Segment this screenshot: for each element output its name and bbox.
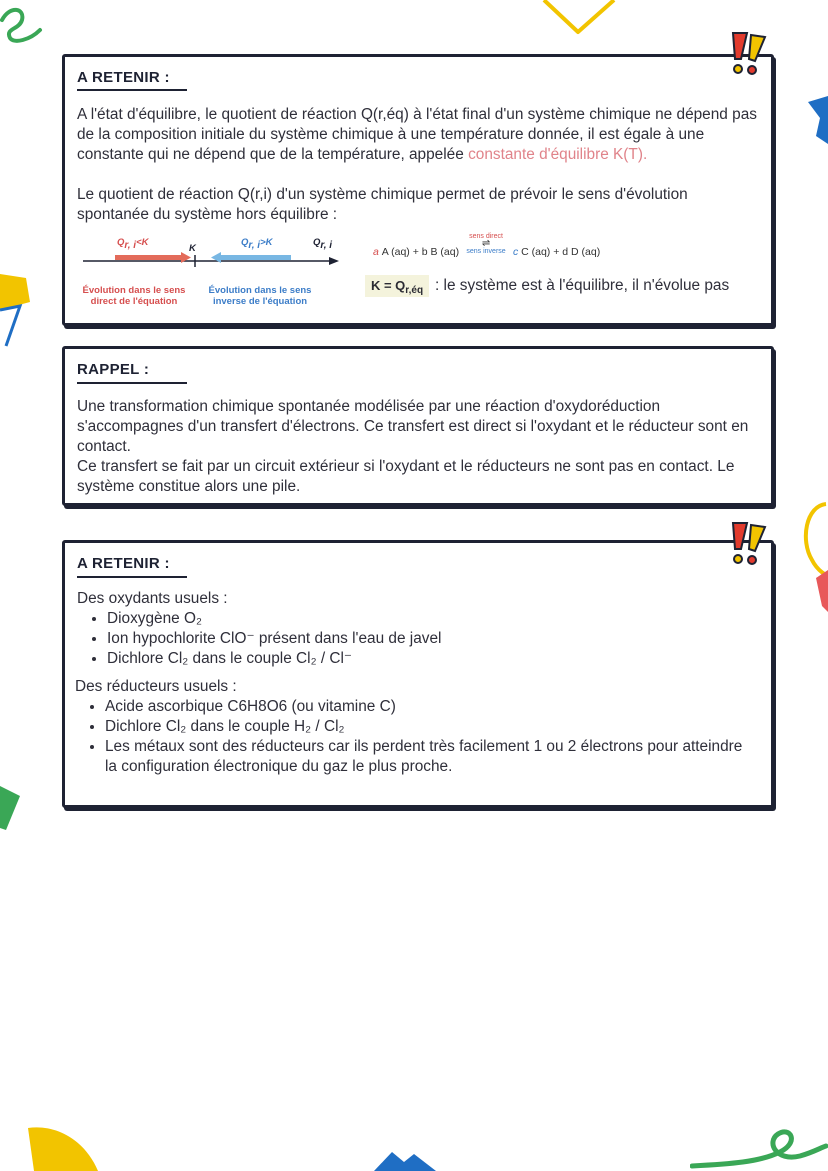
oxidants-heading: Des oxydants usuels : [77,590,228,607]
decor-green-swirl-bottom-right [690,1112,828,1171]
rappel-paragraph-2: Ce transfert se fait par un circuit extérieur si l'oxydant et le réducteurs ne sont pas en contact. Le système constitue alors une pile. [77,458,735,495]
list-item: • Acide ascorbique C6H8O6 (ou vitamine C) [105,697,757,717]
title-underline [77,382,187,384]
warning-icon [725,29,773,79]
label-q-axis: Qr, i [313,237,333,251]
decor-blue-shape-right [802,96,828,144]
decor-yellow-ring-right [796,500,828,620]
reducers-heading: Des réducteurs usuels : [75,678,237,695]
decor-yellow-shape-bottom-left [24,1124,104,1171]
reducers-section [75,677,757,777]
list-item: • Dichlore Cl₂ dans le couple H₂ / Cl₂ [105,717,757,737]
highlight-constante: constante d'équilibre K(T). [468,146,648,163]
label-evolution-direct: Évolution dans le sens direct de l'équation [82,285,186,307]
label-q-less-k: Qr, i<K [117,237,149,251]
chemical-equation: a A (aq) + b B (aq) sens direct ⇌ sens inverse c C (aq) + d D (aq) [373,233,601,258]
rappel-box [62,346,774,506]
list-item: • Dioxygène O₂ [107,609,757,629]
list-item: • Dichlore Cl₂ dans le couple Cl₂ / Cl⁻ [107,649,757,669]
decor-yellow-triangle-top [540,0,620,40]
box-title: RAPPEL : [77,361,150,378]
equilibrium-paragraph [77,105,757,165]
k-equilibrium-text: : le système est à l'équilibre, il n'évolue pas [435,277,730,294]
label-q-greater-k: Qr, i>K [241,237,273,251]
a-retenir-box-redox [62,540,774,808]
box-title: A RETENIR : [77,555,170,572]
label-evolution-inverse: Évolution dans le sens inverse de l'équation [208,285,312,307]
decor-green-shape-left [0,780,22,832]
decor-swirl-top-left [0,0,60,50]
reducers-list [75,697,757,777]
oxidants-section [77,589,757,669]
k-equals-q-badge: $K = Q_{r,éq}$ [365,275,429,297]
quotient-paragraph: Le quotient de réaction Q(r,i) d'un système chimique permet de prévoir le sens d'évolution spontanée du système hors équilibre : [77,186,688,223]
title-underline [77,89,187,91]
list-item: • Ion hypochlorite ClO⁻ présent dans l'eau de javel [107,629,757,649]
a-retenir-box-equilibrium [62,54,774,326]
rappel-paragraph-1: Une transformation chimique spontanée modélisée par une réaction d'oxydoréduction s'accompagnes d'un transfert d'électrons. Ce transfert est direct si l'oxydant et le réducteur sont en contact. [77,398,749,455]
list-item: • Les métaux sont des réducteurs car ils perdent très facilement 1 ou 2 électrons pour atteindre la configuration électronique du gaz le plus proche. [105,737,757,777]
label-k: K [189,243,196,254]
oxidants-list [77,609,757,669]
title-underline [77,576,187,578]
decor-yellow-shape-left [0,268,32,348]
paragraph-text: A l'état d'équilibre, le quotient de réaction Q(r,éq) à l'état final d'un système chimique ne dépend pas de la composition initiale du système chimique à une température donnée, il est égale à une constante qui ne dépend que de la température, appelée [77,106,757,163]
decor-blue-shape-bottom [374,1148,438,1171]
box-title: A RETENIR : [77,69,170,86]
warning-icon [725,519,773,569]
